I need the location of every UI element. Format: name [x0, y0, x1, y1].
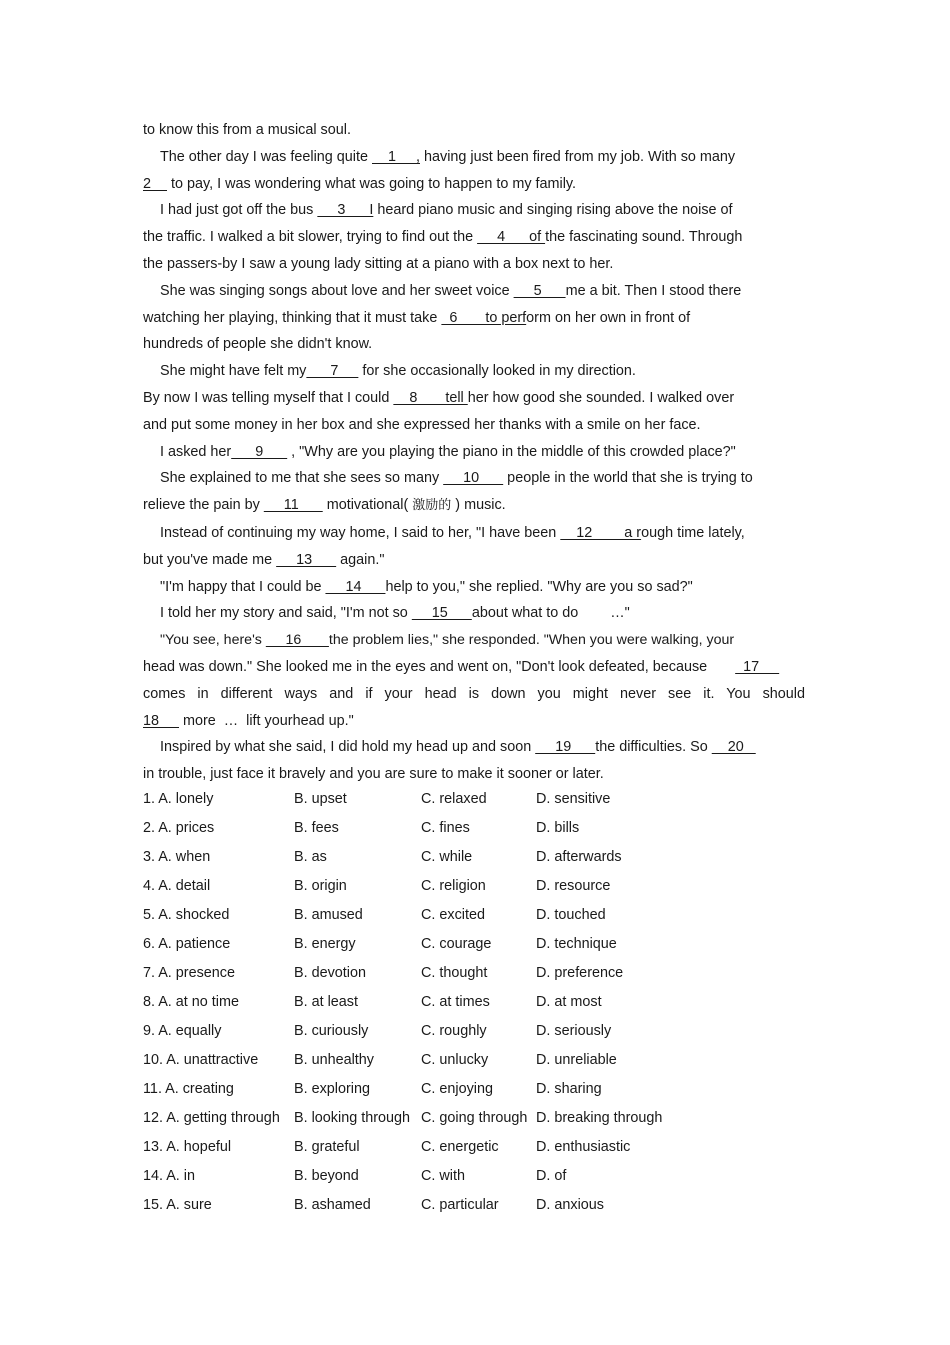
passage-line: I had just got off the bus 3 I heard piano music and singing rising above the noise of [160, 202, 733, 219]
blank-12: 12 a r [560, 524, 642, 541]
blank-13: 13 [276, 551, 337, 568]
passage-line: 2 to pay, I was wondering what was going to happen to my family. [143, 175, 577, 192]
option-row [143, 1045, 676, 1074]
passage-line: "You see, here's 16 the problem lies," she responded. "When you were walking, your [160, 632, 735, 649]
passage-line: but you've made me 13 again." [143, 551, 385, 568]
option-b: B. beyond [294, 1167, 359, 1184]
blank-19: 19 [535, 739, 596, 756]
option-row [143, 1074, 676, 1103]
option-a: 6. A. patience [143, 935, 231, 952]
option-a: 14. A. in [143, 1167, 196, 1184]
option-d: D. anxious [536, 1196, 604, 1213]
option-d: D. enthusiastic [536, 1138, 631, 1155]
option-row [143, 987, 676, 1016]
option-b: B. upset [294, 790, 347, 807]
option-row [143, 1016, 676, 1045]
passage-line: The other day I was feeling quite 1 , having just been fired from my job. With so many [160, 148, 736, 165]
passage-line: relieve the pain by 11 motivational( 激励的 ) music. [143, 497, 506, 514]
option-c: C. religion [421, 877, 486, 894]
option-d: D. touched [536, 906, 606, 923]
option-c: C. thought [421, 964, 488, 981]
option-a: 5. A. shocked [143, 906, 230, 923]
option-a: 2. A. prices [143, 819, 215, 836]
option-c: C. roughly [421, 1022, 487, 1039]
option-b: B. devotion [294, 964, 367, 981]
option-d: D. sharing [536, 1080, 602, 1097]
blank-9: 9 [231, 443, 288, 460]
option-a: 8. A. at no time [143, 993, 239, 1010]
option-c: C. while [421, 848, 473, 865]
passage-line: the passers-by I saw a young lady sitting at a piano with a box next to her. [143, 255, 614, 272]
option-d: D. seriously [536, 1022, 612, 1039]
blank-17: 17 [735, 658, 780, 675]
chinese-gloss: 激励的 [412, 498, 452, 514]
option-c: C. fines [421, 819, 470, 836]
blank-1: 1 , [372, 148, 420, 165]
option-d: D. technique [536, 935, 617, 952]
option-b: B. ashamed [294, 1196, 371, 1213]
passage-line: By now I was telling myself that I could 8 tell her how good she sounded. I walked over [143, 389, 735, 406]
option-row [143, 900, 676, 929]
option-c: C. excited [421, 906, 485, 923]
passage-line: the traffic. I walked a bit slower, trying to find out the 4 of the fascinating sound. Through [143, 229, 743, 246]
option-a: 10. A. unattractive [143, 1051, 259, 1068]
passage-line: "I'm happy that I could be 14 help to you," she replied. "Why are you so sad?" [160, 578, 693, 595]
option-d: D. of [536, 1167, 567, 1184]
option-c: C. at times [421, 993, 490, 1010]
option-d: D. bills [536, 819, 580, 836]
option-b: B. curiously [294, 1022, 369, 1039]
option-d: D. preference [536, 964, 624, 981]
option-c: C. with [421, 1167, 465, 1184]
passage-line: head was down." She looked me in the eyes and went on, "Don't look defeated, because 17 [143, 658, 780, 675]
option-d: D. sensitive [536, 790, 611, 807]
blank-11: 11 [263, 497, 323, 514]
passage-line: comes in different ways and if your head is down you might never see it. You should [143, 685, 805, 702]
option-b: B. amused [294, 906, 363, 923]
option-a: 1. A. lonely [143, 790, 214, 807]
blank-7: 7 [306, 363, 359, 380]
option-row [143, 813, 676, 842]
option-b: B. energy [294, 935, 356, 952]
passage-line: 18 more … lift yourhead up." [143, 712, 354, 729]
passage-line: Instead of continuing my way home, I said to her, "I have been 12 a rough time lately, [160, 524, 745, 541]
passage-line: Inspired by what she said, I did hold my head up and soon 19 the difficulties. So 20 [160, 739, 756, 756]
options-table [143, 784, 676, 1219]
option-c: C. enjoying [421, 1080, 493, 1097]
option-d: D. afterwards [536, 848, 622, 865]
option-d: D. breaking through [536, 1109, 663, 1126]
option-a: 7. A. presence [143, 964, 235, 981]
passage-line: She explained to me that she sees so many 10 people in the world that she is trying to [160, 470, 753, 487]
option-d: D. at most [536, 993, 602, 1010]
passage-line: I told her my story and said, "I'm not so 15 about what to do …" [160, 605, 630, 622]
passage-line: in trouble, just face it bravely and you are sure to make it sooner or later. [143, 766, 604, 783]
blank-15: 15 [411, 605, 472, 622]
blank-16: 16 [265, 632, 329, 649]
passage [143, 117, 805, 788]
passage-line: and put some money in her box and she expressed her thanks with a smile on her face. [143, 416, 701, 433]
blank-4: 4 of [477, 229, 546, 246]
blank-20: 20 [711, 739, 756, 756]
option-row [143, 929, 676, 958]
option-row [143, 1132, 676, 1161]
blank-5: 5 [513, 282, 566, 299]
passage-line: She might have felt my 7 for she occasionally looked in my direction. [160, 363, 636, 380]
passage-line: She was singing songs about love and her sweet voice 5 me a bit. Then I stood there [160, 282, 742, 299]
option-c: C. going through [421, 1109, 528, 1126]
option-d: D. resource [536, 877, 611, 894]
blank-18: 18 [143, 712, 179, 729]
blank-3: 3 I [317, 202, 374, 219]
passage-line: hundreds of people she didn't know. [143, 336, 373, 353]
option-a: 9. A. equally [143, 1022, 222, 1039]
option-row [143, 842, 676, 871]
blank-6: 6 to perf [441, 309, 527, 326]
passage-line: watching her playing, thinking that it must take 6 to perform on her own in front of [143, 309, 691, 326]
option-c: C. courage [421, 935, 492, 952]
option-c: C. particular [421, 1196, 499, 1213]
option-b: B. grateful [294, 1138, 360, 1155]
blank-10: 10 [443, 470, 504, 487]
option-b: B. at least [294, 993, 358, 1010]
option-d: D. unreliable [536, 1051, 617, 1068]
option-b: B. exploring [294, 1080, 370, 1097]
option-a: 11. A. creating [143, 1080, 234, 1097]
option-b: B. origin [294, 877, 347, 894]
passage-line: I asked her 9 , "Why are you playing the piano in the middle of this crowded place?" [160, 443, 736, 460]
option-a: 15. A. sure [143, 1196, 212, 1213]
option-a: 4. A. detail [143, 877, 211, 894]
option-b: B. fees [294, 819, 339, 836]
option-a: 3. A. when [143, 848, 211, 865]
option-row [143, 1103, 676, 1132]
option-c: C. relaxed [421, 790, 487, 807]
option-c: C. energetic [421, 1138, 499, 1155]
option-b: B. unhealthy [294, 1051, 375, 1068]
option-row [143, 871, 676, 900]
option-a: 13. A. hopeful [143, 1138, 232, 1155]
blank-14: 14 [325, 578, 386, 595]
option-row [143, 1161, 676, 1190]
option-b: B. looking through [294, 1109, 411, 1126]
option-row [143, 784, 676, 813]
option-row [143, 958, 676, 987]
option-c: C. unlucky [421, 1051, 489, 1068]
option-b: B. as [294, 848, 327, 865]
blank-8: 8 tell [393, 389, 468, 406]
option-row [143, 1190, 676, 1219]
blank-2: 2 [143, 175, 167, 192]
passage-line: to know this from a musical soul. [143, 122, 351, 138]
option-a: 12. A. getting through [143, 1109, 280, 1126]
